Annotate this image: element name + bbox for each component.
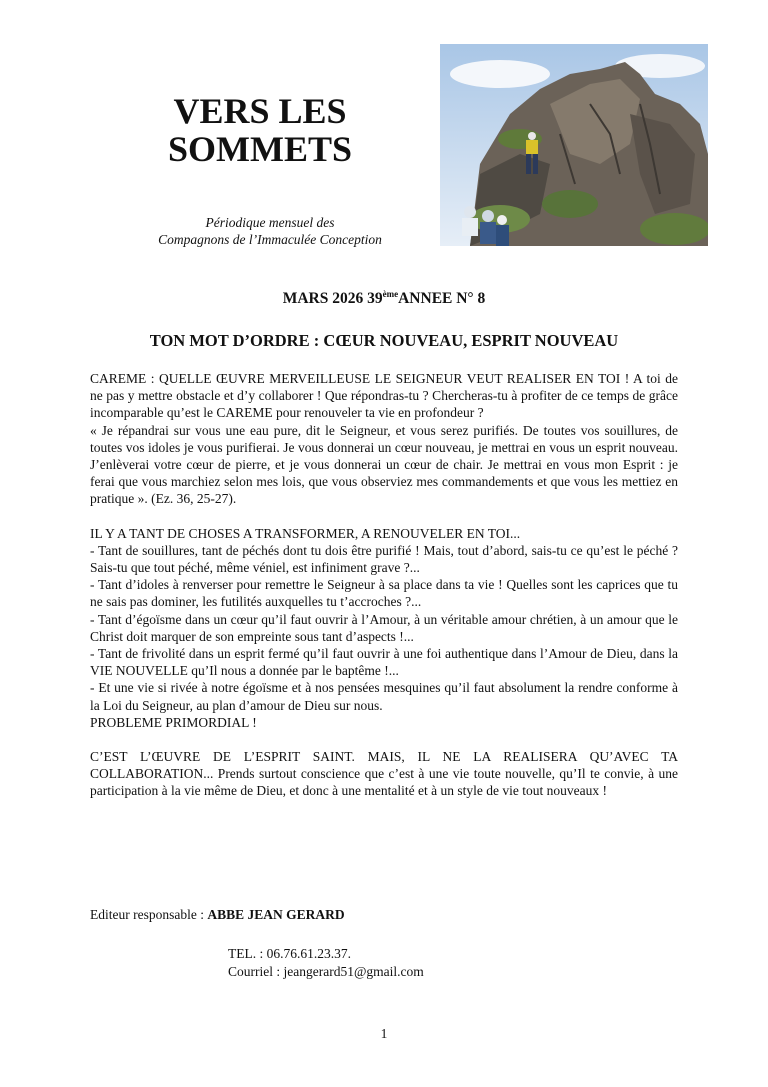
issue-number: ANNEE N° 8 [398,290,486,307]
subtitle-line-2: Compagnons de l’Immaculée Conception [158,232,382,247]
paragraph-transform-heading: IL Y A TANT DE CHOSES A TRANSFORMER, A RENOUVELER EN TOI... [90,525,521,541]
editor-label: Editeur responsable : [90,907,208,922]
contact-block [228,945,424,980]
headline: TON MOT D’ORDRE : CŒUR NOUVEAU, ESPRIT NOUVEAU [149,331,619,350]
issue-ordinal-suffix: ème [382,289,399,299]
list-item-idoles: - Tant d’idoles à renverser pour remettre le Seigneur à sa place dans ta vie ! Quelles sont les caprices que tu ne sais pas dominer, les futilités auxquelles tu t’accroches ?... [90,577,678,610]
subtitle-line-1: Périodique mensuel des [205,215,335,230]
paragraph-probleme: PROBLEME PRIMORDIAL ! [90,714,257,730]
climbing-photo-illustration [440,44,708,246]
editor-line [90,907,345,923]
newsletter-subtitle [120,214,420,248]
issue-line [0,289,768,308]
title-line-2: SOMMETS [167,129,353,169]
contact-email: Courriel : jeangerard51@gmail.com [228,963,424,979]
paragraph-quote: « Je répandrai sur vous une eau pure, dit le Seigneur, et vous serez purifiés. De toutes vos souillures, de toutes vos idoles je vous purifierai. Je vous donnerai un cœur nouveau, je mettrai en vous un esprit nouveau. J’enlèverai votre cœur de pierre, et je vous donnerai un cœur de chair. Je mettrai en vous mon Esprit : je ferai que vous marchiez selon mes lois, que vous observiez mes commandements et que vous les mettiez en pratique ». (Ez. 36, 25-27). [90,422,678,507]
paragraph-intro: CAREME : QUELLE ŒUVRE MERVEILLEUSE LE SEIGNEUR VEUT REALISER EN TOI ! A toi de ne pas y mettre obstacle et d’y collaborer ! Que répondras-tu ? Chercheras-tu à profiter de ce temps de grâce incomparable qu’est le CAREME pour renouveler ta vie en profondeur ? [90,371,678,421]
newsletter-title [150,92,370,168]
climbing-photo [440,44,708,246]
contact-phone: TEL. : 06.76.61.23.37. [228,946,351,961]
paragraph-esprit-saint: C’EST L’ŒUVRE DE L’ESPRIT SAINT. MAIS, IL NE LA REALISERA QU’AVEC TA COLLABORATION... Prends surtout conscience que c’est à une vie toute nouvelle, qu’Il te convie, à une participation à la vie même de Dieu, et donc à une mentalité et à un style de vie tout nouveaux ! [90,749,678,799]
editor-name: ABBE JEAN GERARD [207,907,345,922]
article-body [90,370,678,800]
title-line-1: VERS LES [173,91,347,131]
list-item-souillures: - Tant de souillures, tant de péchés dont tu dois être purifié ! Mais, tout d’abord, sais-tu ce qu’est le péché ? Sais-tu que tout péché, même véniel, est infiniment grave ?... [90,542,678,576]
list-item-egoisme: - Tant d’égoïsme dans un cœur qu’il faut ouvrir à l’Amour, à un véritable amour chrétien, à un amour que le Christ doit marquer de son empreinte sous tant d’aspects !... [90,611,678,644]
issue-date: MARS 2026 39 [282,290,383,307]
page-number: 1 [380,1026,388,1041]
list-item-frivolite: - Tant de frivolité dans un esprit fermé qu’il faut ouvrir à une foi authentique dans l’Amour de Dieu, dans la VIE NOUVELLE qu’Il nous a donnée par le baptême !... [90,646,678,679]
list-item-vie: - Et une vie si rivée à notre égoïsme et à nos pensées mesquines qu’il faut absolument la rendre conforme à la Loi du Seigneur, au plan d’amour de Dieu sur nous. [90,680,678,713]
